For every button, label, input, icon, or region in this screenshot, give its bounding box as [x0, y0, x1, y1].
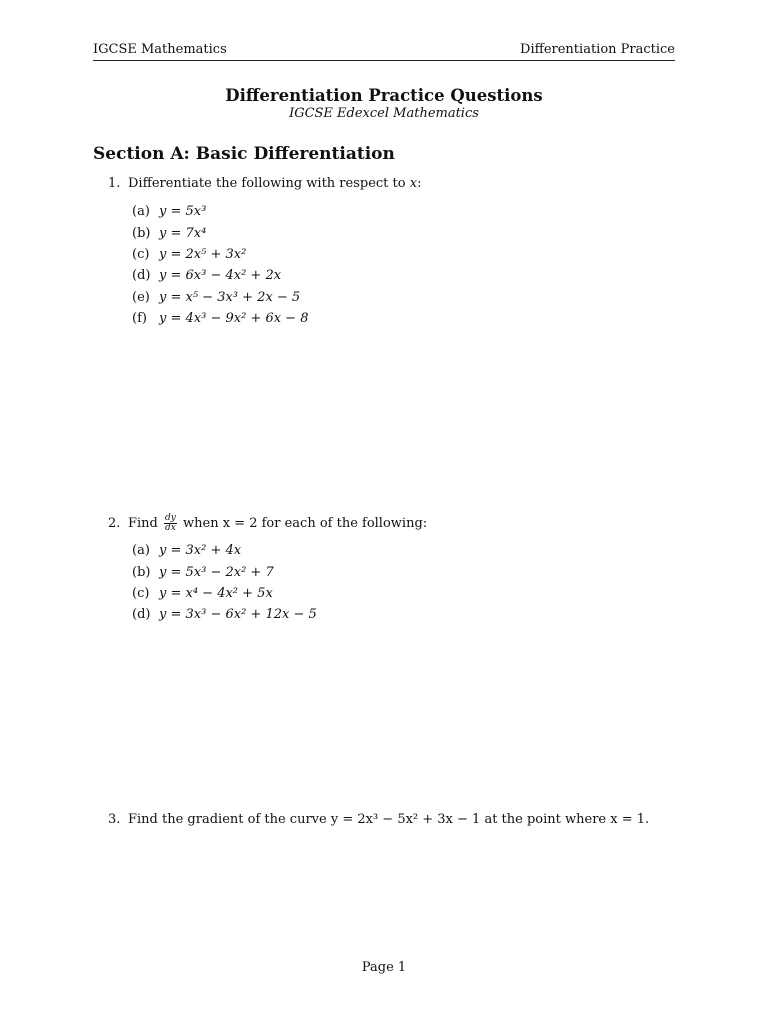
q1-part-d [132, 268, 281, 283]
header-rule [93, 60, 675, 61]
q1-part-b [132, 226, 206, 241]
q2-part-label: (b) [132, 565, 151, 580]
q1-part-label: (c) [132, 247, 150, 262]
fraction-denominator: dx [165, 523, 176, 533]
question-3-number: 3. [108, 812, 121, 827]
question-1-number: 1. [108, 176, 121, 191]
q2-part-a [132, 543, 241, 558]
q1-part-f [132, 311, 308, 326]
q1-part-e [132, 290, 300, 305]
question-1-variable: x [409, 176, 418, 191]
q2-part-d [132, 607, 317, 622]
question-1-text-before: Differentiate the following with respect to [128, 176, 410, 191]
page-number: Page 1 [361, 960, 407, 975]
question-2-find: Find [128, 516, 158, 531]
q1-part-a [132, 204, 206, 219]
q1-part-label: (f) [132, 311, 147, 326]
q2-part-expression: y = 3x³ − 6x² + 12x − 5 [159, 607, 317, 622]
question-3-text: Find the gradient of the curve y = 2x³ − 5x² + 3x − 1 at the point where x = 1. [128, 812, 650, 827]
header-right: Differentiation Practice [520, 42, 675, 57]
header-left: IGCSE Mathematics [93, 42, 227, 57]
question-2-number: 2. [108, 516, 121, 531]
q1-part-c [132, 247, 246, 262]
q1-part-label: (d) [132, 268, 151, 283]
question-2-text-after: when x = 2 for each of the following: [183, 516, 428, 531]
section-a-heading: Section A: Basic Differentiation [93, 144, 395, 164]
dy-dx-fraction [164, 514, 177, 533]
q1-part-expression: y = 4x³ − 9x² + 6x − 8 [159, 311, 309, 326]
document-subtitle: IGCSE Edexcel Mathematics [289, 106, 479, 121]
q2-part-c [132, 586, 273, 601]
q1-part-label: (b) [132, 226, 151, 241]
question-1-text-after: : [417, 176, 422, 191]
document-title: Differentiation Practice Questions [225, 86, 543, 105]
q1-part-expression: y = 6x³ − 4x² + 2x [159, 268, 282, 283]
q1-part-expression: y = 2x⁵ + 3x² [159, 247, 247, 262]
question-1 [108, 176, 421, 191]
q2-part-label: (a) [132, 543, 150, 558]
q2-part-label: (c) [132, 586, 150, 601]
q1-part-expression: y = 5x³ [159, 204, 207, 219]
q2-part-label: (d) [132, 607, 151, 622]
q2-part-expression: y = 5x³ − 2x² + 7 [159, 565, 274, 580]
fraction-numerator: dy [165, 513, 176, 523]
q1-part-label: (e) [132, 290, 150, 305]
q2-part-b [132, 565, 274, 580]
q2-part-expression: y = x⁴ − 4x² + 5x [159, 586, 273, 601]
question-3 [108, 812, 649, 827]
q1-part-label: (a) [132, 204, 150, 219]
q2-part-expression: y = 3x² + 4x [159, 543, 242, 558]
q1-part-expression: y = x⁵ − 3x³ + 2x − 5 [159, 290, 301, 305]
question-2 [108, 514, 427, 533]
q1-part-expression: y = 7x⁴ [159, 226, 207, 241]
